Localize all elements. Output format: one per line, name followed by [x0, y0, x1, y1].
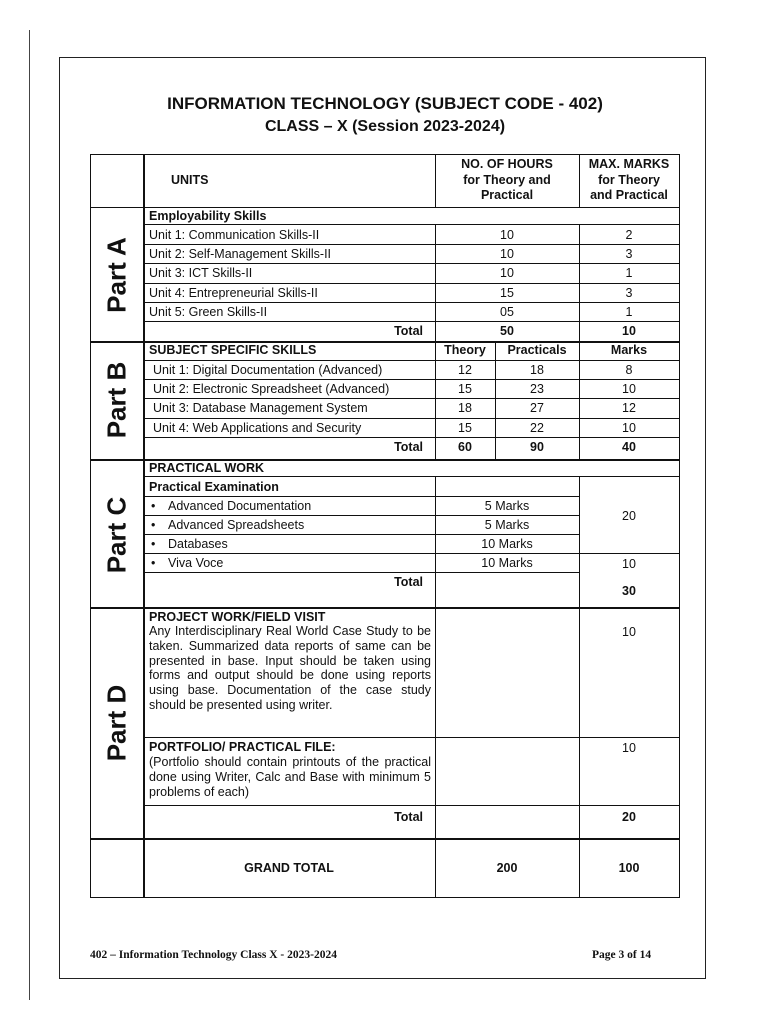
header-marks-line1: MAX. MARKS [588, 157, 670, 171]
part-a-marks: 3 [625, 286, 633, 300]
part-c-total-marks: 30 [622, 584, 636, 598]
part-b-col-marks: Marks [610, 343, 648, 357]
footer-page-prefix: Page [592, 949, 616, 961]
grand-total-hours: 200 [496, 861, 518, 875]
header-hours-line3: Practical [480, 188, 534, 202]
part-a-hours: 10 [500, 266, 514, 280]
part-b-marks: 10 [622, 382, 636, 396]
part-b-marks: 12 [622, 401, 636, 415]
part-b-col-practicals: Practicals [507, 343, 567, 357]
part-b-total-practicals: 90 [530, 440, 544, 454]
grand-total-label: GRAND TOTAL [244, 861, 334, 875]
part-b-unit: Unit 4: Web Applications and Security [153, 421, 362, 435]
part-a-unit: Unit 4: Entrepreneurial Skills-II [149, 286, 318, 300]
part-a-unit: Unit 2: Self-Management Skills-II [149, 247, 332, 261]
bullet-icon: • [151, 537, 156, 551]
part-c-item: Viva Voce [168, 556, 224, 570]
part-d-total-marks: 20 [622, 810, 636, 824]
part-a-section-title: Employability Skills [149, 209, 267, 223]
part-d-project-text: Any Interdisciplinary Real World Case Study to be taken. Summarized data reports of same can be presented in base. Input should be taken using forms and output should be done using reports using base. Documentation of the case study should be presented using writer. [149, 624, 431, 712]
part-b-section-title: SUBJECT SPECIFIC SKILLS [149, 343, 317, 357]
footer-page-current: 3 [618, 949, 625, 961]
part-a-hours: 05 [500, 305, 514, 319]
part-a-total-marks: 10 [622, 324, 636, 338]
part-c-section-title: PRACTICAL WORK [149, 461, 265, 475]
header-marks-line2: for Theory [598, 173, 660, 187]
part-d-project-marks: 10 [622, 625, 636, 639]
part-b-theory: 18 [458, 401, 472, 415]
part-d-label: Part D [101, 684, 132, 762]
part-d-total-label: Total [394, 810, 423, 824]
part-c-item: Advanced Documentation [168, 499, 312, 513]
part-b-practicals: 18 [530, 363, 544, 377]
part-b-total-label: Total [394, 440, 423, 454]
part-b-theory: 15 [458, 382, 472, 396]
footer-page-total: 14 [639, 949, 652, 961]
part-b-practicals: 23 [530, 382, 544, 396]
part-a-unit: Unit 3: ICT Skills-II [149, 266, 253, 280]
part-d-portfolio-text: (Portfolio should contain printouts of the practical done using Writer, Calc and Base with minimum 5 problems of each) [149, 755, 431, 799]
footer-page-number [592, 949, 651, 961]
part-a-hours: 10 [500, 228, 514, 242]
bullet-icon: • [151, 556, 156, 570]
part-b-label: Part B [101, 361, 132, 439]
part-c-viva-total: 10 [622, 557, 636, 571]
part-c-item: Advanced Spreadsheets [168, 518, 305, 532]
header-marks-line3: and Practical [590, 188, 668, 202]
grand-total-marks: 100 [618, 861, 640, 875]
part-b-total-theory: 60 [458, 440, 472, 454]
part-a-marks: 1 [625, 266, 633, 280]
part-b-unit: Unit 2: Electronic Spreadsheet (Advanced) [153, 382, 390, 396]
part-a-unit: Unit 1: Communication Skills-II [149, 228, 320, 242]
part-b-unit: Unit 3: Database Management System [153, 401, 368, 415]
part-b-marks: 10 [622, 421, 636, 435]
part-a-total-hours: 50 [500, 324, 514, 338]
part-b-practicals: 22 [530, 421, 544, 435]
part-d-portfolio-title: PORTFOLIO/ PRACTICAL FILE: [149, 740, 336, 754]
footer-page-of: of [627, 949, 637, 961]
part-a-marks: 2 [625, 228, 633, 242]
part-d-portfolio-marks: 10 [622, 741, 636, 755]
part-c-item-marks: 5 Marks [484, 518, 530, 532]
part-column-divider [143, 155, 145, 897]
header-units: UNITS [171, 173, 209, 187]
part-c-subsection-title: Practical Examination [149, 480, 279, 494]
part-c-label: Part C [101, 496, 132, 574]
part-a-hours: 15 [500, 286, 514, 300]
part-d-project-title: PROJECT WORK/FIELD VISIT [149, 610, 326, 624]
bullet-icon: • [151, 499, 156, 513]
part-b-marks: 8 [625, 363, 633, 377]
part-c-item-marks: 5 Marks [484, 499, 530, 513]
header-hours-line1: NO. OF HOURS [461, 157, 553, 171]
part-c-exam-total: 20 [622, 509, 636, 523]
part-a-total-label: Total [394, 324, 423, 338]
part-a-hours: 10 [500, 247, 514, 261]
part-b-practicals: 27 [530, 401, 544, 415]
part-c-total-label: Total [394, 575, 423, 589]
bullet-icon: • [151, 518, 156, 532]
part-b-theory: 15 [458, 421, 472, 435]
part-c-item: Databases [168, 537, 228, 551]
part-a-label: Part A [101, 237, 132, 313]
document-title: INFORMATION TECHNOLOGY (SUBJECT CODE - 402) [167, 94, 603, 113]
part-b-col-theory: Theory [444, 343, 486, 357]
margin-rule [29, 30, 30, 1000]
syllabus-table [90, 154, 680, 898]
part-a-marks: 3 [625, 247, 633, 261]
part-c-item-marks: 10 Marks [481, 556, 533, 570]
footer-course-label: 402 – Information Technology Class X - 2023-2024 [90, 949, 337, 961]
part-a-marks: 1 [625, 305, 633, 319]
part-a-unit: Unit 5: Green Skills-II [149, 305, 268, 319]
part-b-total-marks: 40 [622, 440, 636, 454]
part-b-theory: 12 [458, 363, 472, 377]
header-hours-line2: for Theory and [463, 173, 551, 187]
document-subtitle: CLASS – X (Session 2023-2024) [264, 118, 506, 135]
part-c-item-marks: 10 Marks [481, 537, 533, 551]
part-b-unit: Unit 1: Digital Documentation (Advanced) [153, 363, 383, 377]
